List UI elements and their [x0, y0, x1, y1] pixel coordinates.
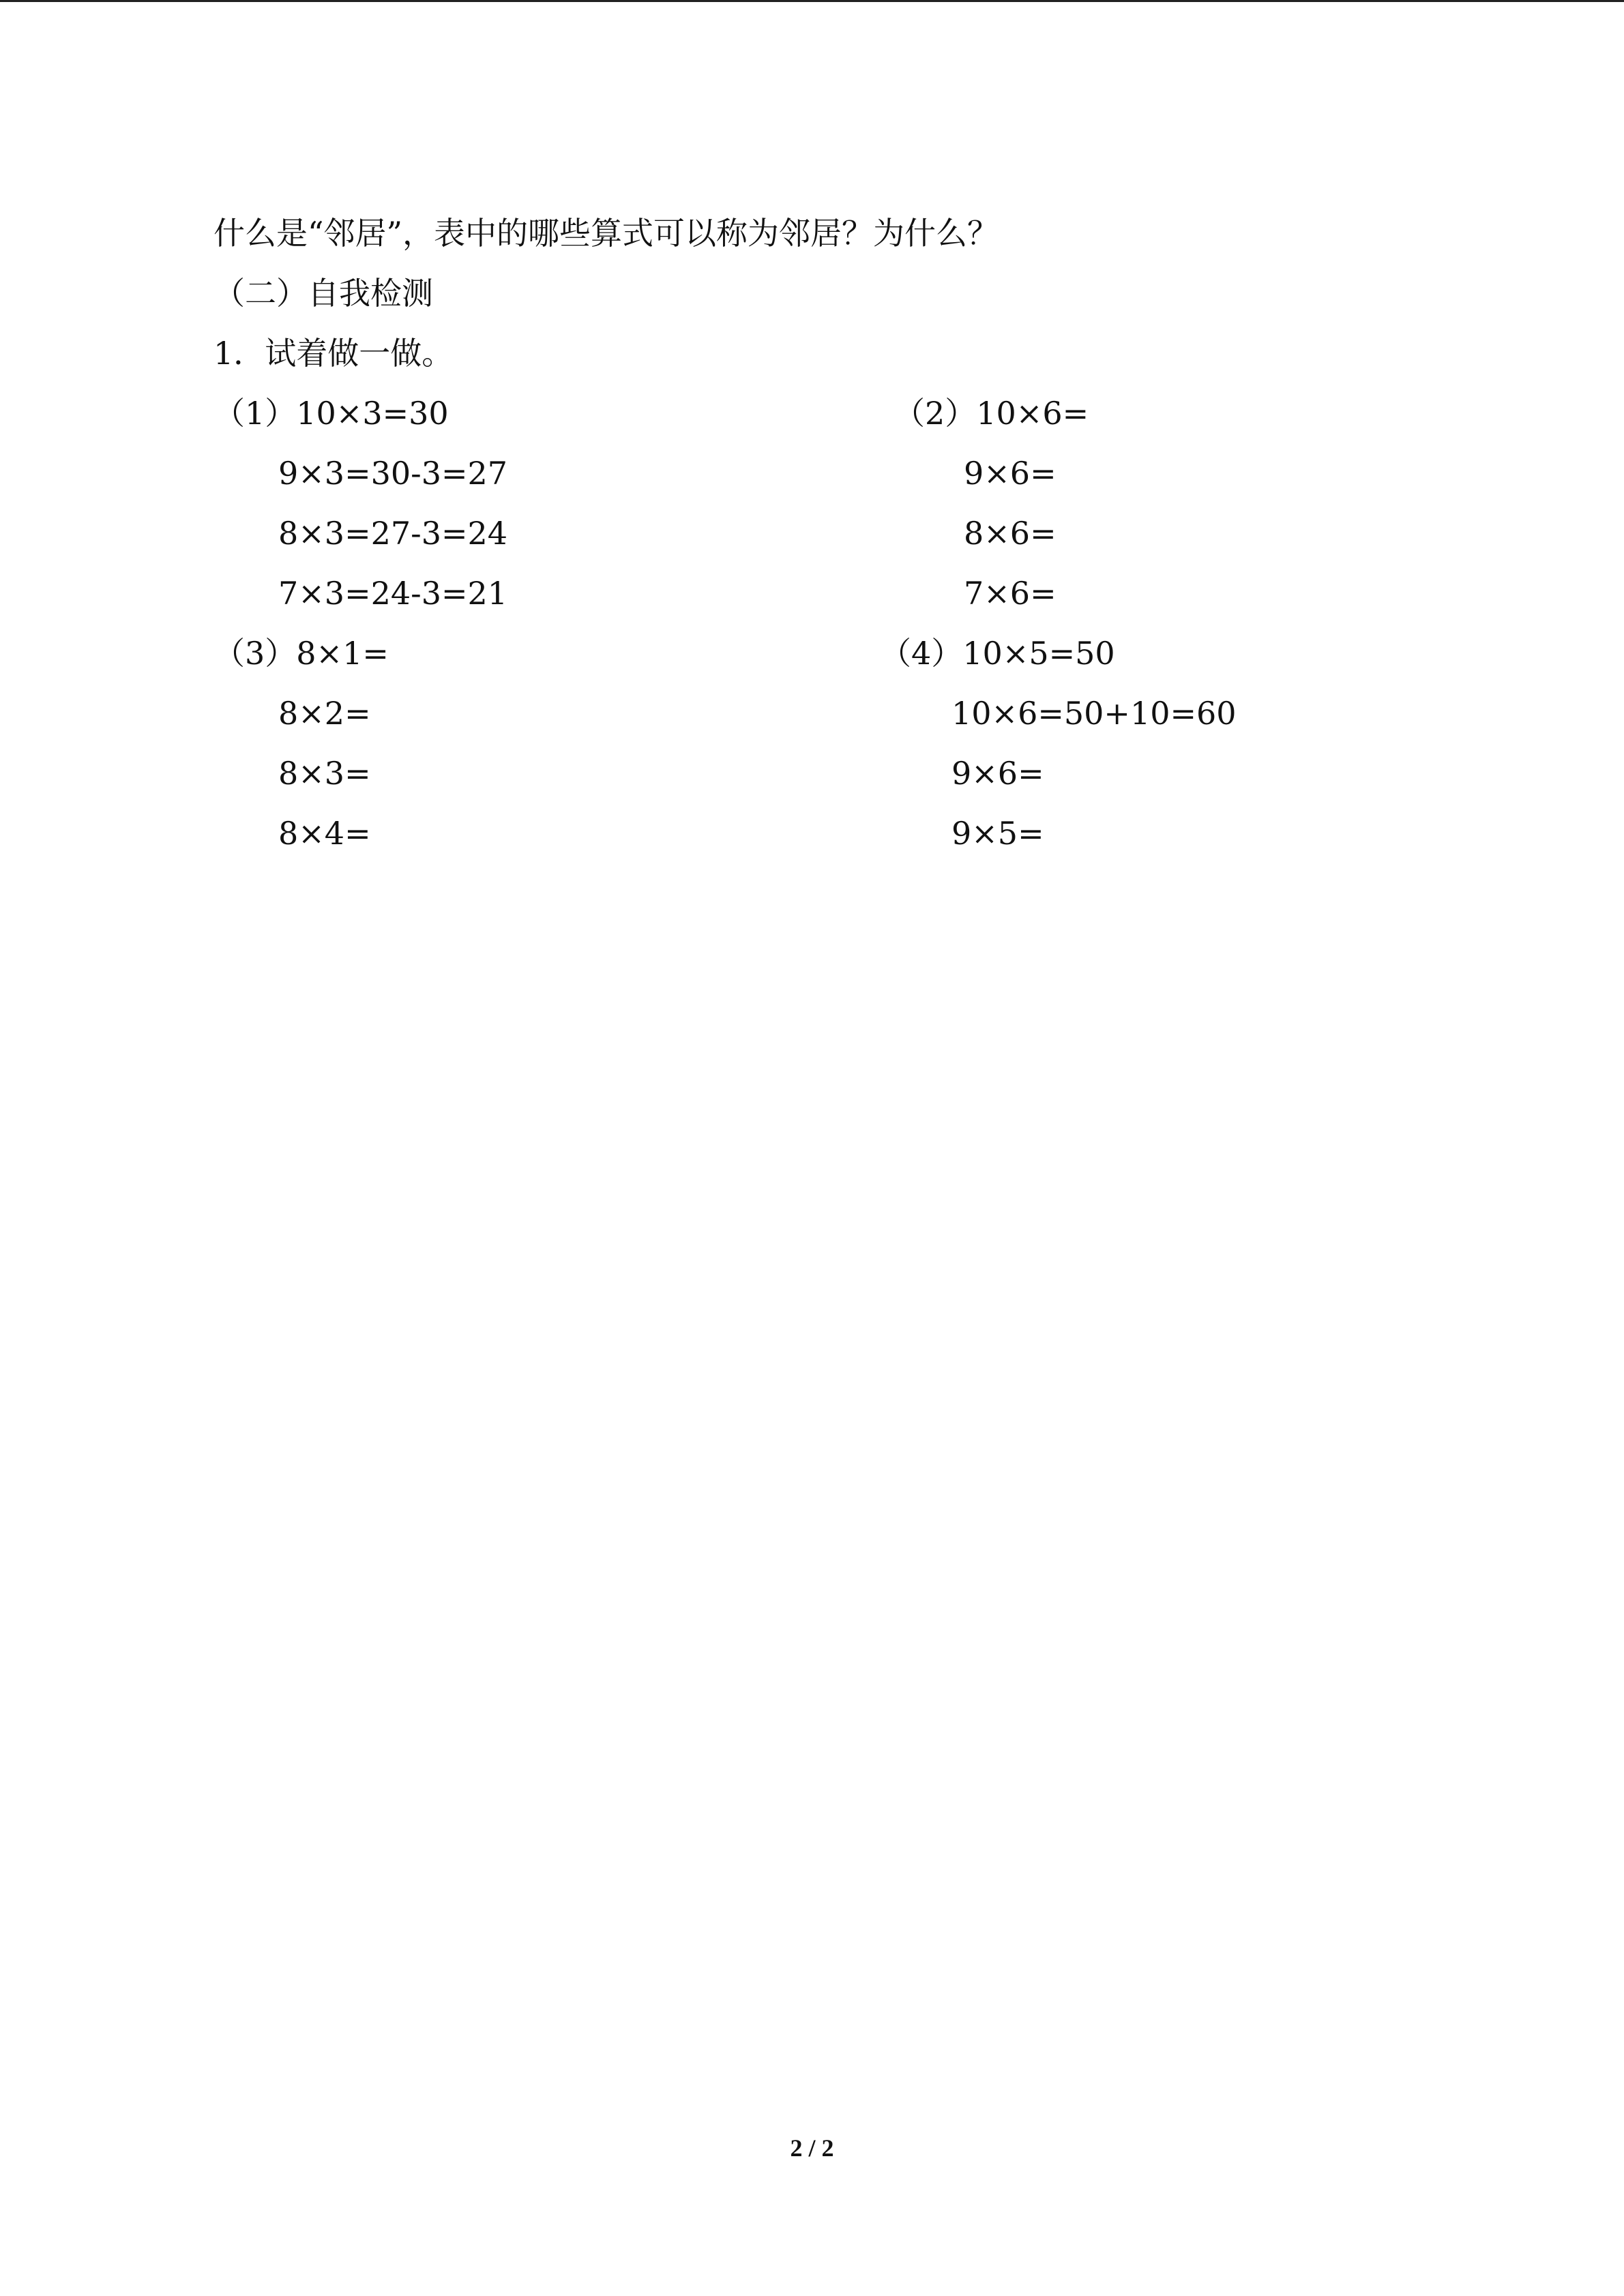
problem-2-label: （2）10×6= [894, 395, 1089, 432]
problem-4-line-2: 9×6= [951, 755, 1044, 792]
question-text: 什么是“邻居”，表中的哪些算式可以称为邻居？为什么？ [213, 215, 999, 252]
problem-3-line-1: 8×2= [278, 695, 371, 732]
problem-4-line-3: 9×5= [951, 815, 1044, 852]
problem-1-label: （1）10×3=30 [213, 395, 449, 432]
section-title: （二）自我检测 [213, 275, 433, 312]
problem-2-line-1: 9×6= [964, 455, 1057, 492]
page-top-border [0, 0, 1624, 2]
problem-4-line-1: 10×6=50+10=60 [951, 695, 1237, 732]
exercise-title: 1．试着做一做。 [213, 335, 454, 372]
problem-1-line-1: 9×3=30-3=27 [278, 455, 508, 492]
problem-1-line-3: 7×3=24-3=21 [278, 575, 508, 612]
problem-2-line-2: 8×6= [964, 515, 1057, 552]
problem-2-line-3: 7×6= [964, 575, 1057, 612]
problem-3-line-3: 8×4= [278, 815, 371, 852]
problem-1-line-2: 8×3=27-3=24 [278, 515, 508, 552]
page-number: 2 / 2 [790, 2134, 834, 2162]
problem-3-line-2: 8×3= [278, 755, 371, 792]
problem-3-label: （3）8×1= [213, 635, 389, 672]
problem-4-label: （4）10×5=50 [880, 635, 1115, 672]
